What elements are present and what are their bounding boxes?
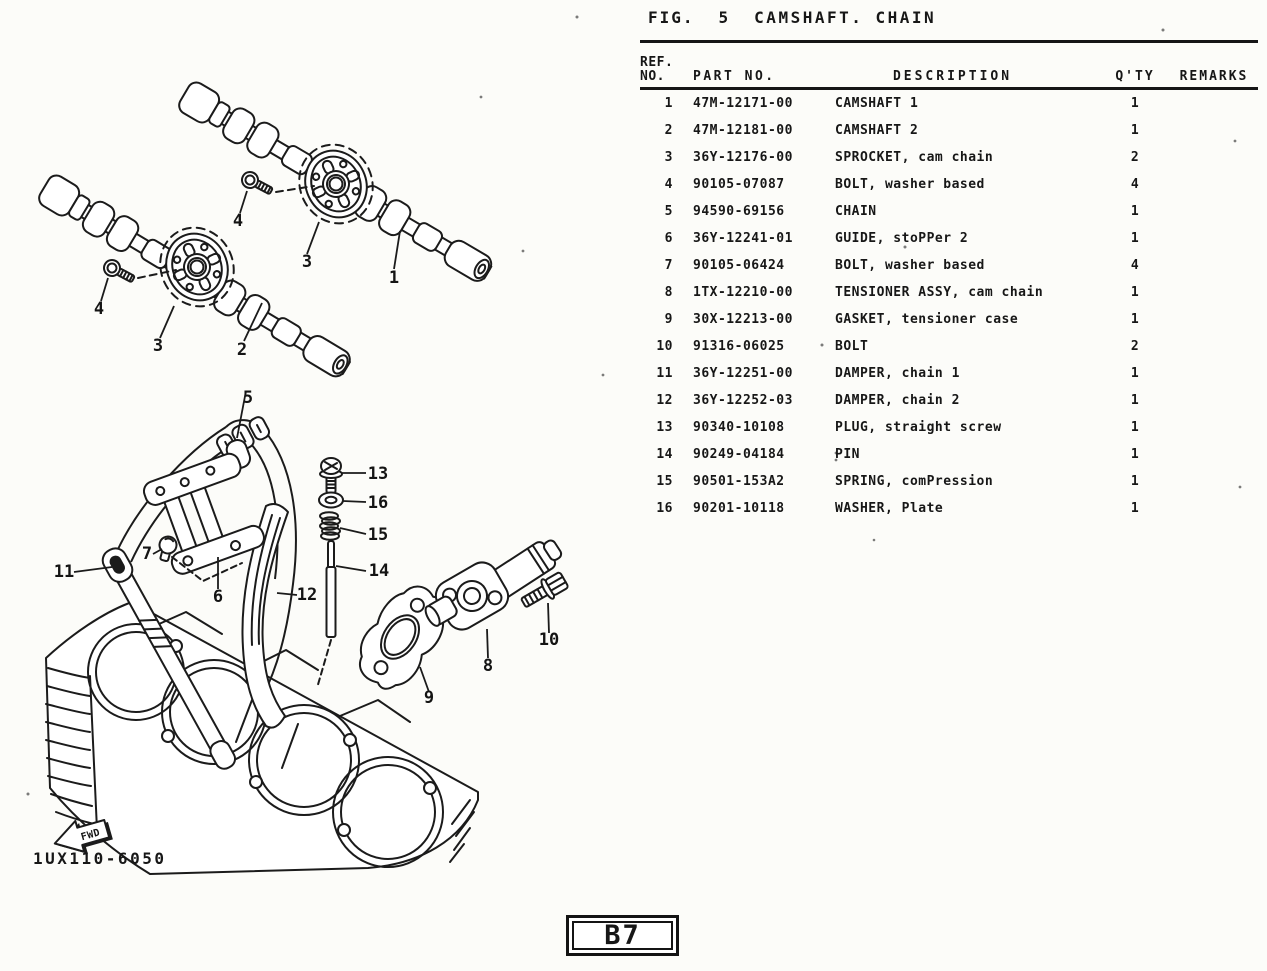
parts-row [640,360,1258,387]
parts-row [640,225,1258,252]
header-ref-line1: REF. [640,55,674,70]
cell-ref: 3 [664,150,673,165]
callout-10: 10 [538,630,560,650]
cell-qty: 1 [1130,501,1140,516]
cell-qty: 1 [1130,204,1140,219]
header-part-no: PART NO. [693,69,776,84]
page-code-label: B7 [572,921,673,950]
cell-description: SPRING, comPression [835,474,994,489]
cell-description: BOLT, washer based [835,258,985,273]
cell-part-no: 94590-69156 [693,204,785,219]
parts-row [640,279,1258,306]
cell-part-no: 90105-07087 [693,177,785,192]
cell-qty: 1 [1130,447,1140,462]
callout-5: 5 [242,388,254,408]
cell-description: PLUG, straight screw [835,420,1002,435]
callout-4-upper: 4 [232,211,244,231]
cell-description: GASKET, tensioner case [835,312,1019,327]
cell-part-no: 47M-12171-00 [693,96,793,111]
callout-2: 2 [236,340,248,360]
parts-row [640,144,1258,171]
cell-part-no: 36Y-12241-01 [693,231,793,246]
fwd-label: FWD [79,827,102,844]
cell-qty: 1 [1130,393,1140,408]
cell-part-no: 36Y-12251-00 [693,366,793,381]
cell-description: CAMSHAFT 1 [835,96,919,111]
cell-ref: 8 [664,285,673,300]
washer-plate-drawing [319,493,343,508]
cell-part-no: 90249-04184 [693,447,785,462]
header-description: DESCRIPTION [892,69,1013,84]
cell-description: PIN [835,447,860,462]
cell-qty: 4 [1130,177,1140,192]
cell-qty: 1 [1130,231,1140,246]
parts-table [640,40,1258,522]
parts-row [640,495,1258,522]
cell-description: DAMPER, chain 2 [835,393,960,408]
cell-description: TENSIONER ASSY, cam chain [835,285,1044,300]
cell-ref: 11 [656,366,673,381]
cell-ref: 9 [664,312,673,327]
pin-drawing [317,541,336,688]
cell-ref: 15 [656,474,673,489]
callout-3-lower: 3 [152,336,164,356]
cell-part-no: 1TX-12210-00 [693,285,793,300]
parts-row [640,306,1258,333]
cell-part-no: 30X-12213-00 [693,312,793,327]
callout-3-upper: 3 [301,252,313,272]
parts-row [640,414,1258,441]
callout-13: 13 [367,464,389,484]
cell-description: SPROCKET, cam chain [835,150,994,165]
callout-7: 7 [141,544,153,564]
cell-part-no: 91316-06025 [693,339,785,354]
cell-qty: 2 [1130,339,1140,354]
cell-part-no: 90201-10118 [693,501,785,516]
parts-row [640,441,1258,468]
parts-row [640,90,1258,117]
table-header-row [640,43,1258,87]
cell-ref: 16 [656,501,673,516]
cell-qty: 4 [1130,258,1140,273]
header-ref-line2: NO. [640,69,665,84]
parts-row [640,468,1258,495]
cell-description: CHAIN [835,204,877,219]
header-remarks: REMARKS [1179,69,1249,84]
cell-ref: 10 [656,339,673,354]
cell-part-no: 90501-153A2 [693,474,785,489]
callout-9: 9 [423,688,435,708]
callout-15: 15 [367,525,389,545]
page-code-box [566,915,679,956]
callout-14: 14 [368,561,390,581]
callout-11: 11 [53,562,75,582]
cell-ref: 4 [664,177,673,192]
callout-16: 16 [367,493,389,513]
cell-qty: 2 [1130,150,1140,165]
cell-qty: 1 [1130,474,1140,489]
parts-row [640,333,1258,360]
parts-row [640,171,1258,198]
figure-label: FIG. [648,8,695,27]
figure-name: CAMSHAFT. CHAIN [754,8,937,27]
cell-description: BOLT [835,339,869,354]
bolt-4-upper-drawing [239,169,275,198]
cell-qty: 1 [1130,285,1140,300]
header-ref-no [640,56,685,87]
cell-ref: 2 [664,123,673,138]
cell-ref: 1 [664,96,673,111]
parts-row [640,252,1258,279]
cell-qty: 1 [1130,366,1140,381]
cell-ref: 14 [656,447,673,462]
parts-row [640,117,1258,144]
parts-row [640,198,1258,225]
cell-qty: 1 [1130,312,1140,327]
cell-description: BOLT, washer based [835,177,985,192]
drawing-number: 1UX110-6050 [33,849,167,868]
cell-ref: 7 [664,258,673,273]
cell-ref: 12 [656,393,673,408]
cell-description: WASHER, Plate [835,501,944,516]
cell-ref: 13 [656,420,673,435]
parts-row [640,387,1258,414]
cell-part-no: 47M-12181-00 [693,123,793,138]
compression-spring-drawing [320,512,340,540]
cell-ref: 5 [664,204,673,219]
cell-part-no: 90105-06424 [693,258,785,273]
header-qty: Q'TY [1115,69,1155,84]
cell-ref: 6 [664,231,673,246]
cell-qty: 1 [1130,123,1140,138]
plug-screw-drawing [320,458,342,493]
callout-12: 12 [296,585,318,605]
cell-description: DAMPER, chain 1 [835,366,960,381]
figure-number: 5 [718,8,731,27]
callout-6: 6 [212,587,224,607]
callout-1: 1 [388,268,400,288]
cell-qty: 1 [1130,96,1140,111]
cell-qty: 1 [1130,420,1140,435]
cell-part-no: 36Y-12176-00 [693,150,793,165]
cell-description: GUIDE, stoPPer 2 [835,231,969,246]
callout-8: 8 [482,656,494,676]
cell-description: CAMSHAFT 2 [835,123,919,138]
figure-title [648,8,936,27]
cell-part-no: 36Y-12252-03 [693,393,793,408]
callout-4-lower: 4 [93,299,105,319]
cell-part-no: 90340-10108 [693,420,785,435]
